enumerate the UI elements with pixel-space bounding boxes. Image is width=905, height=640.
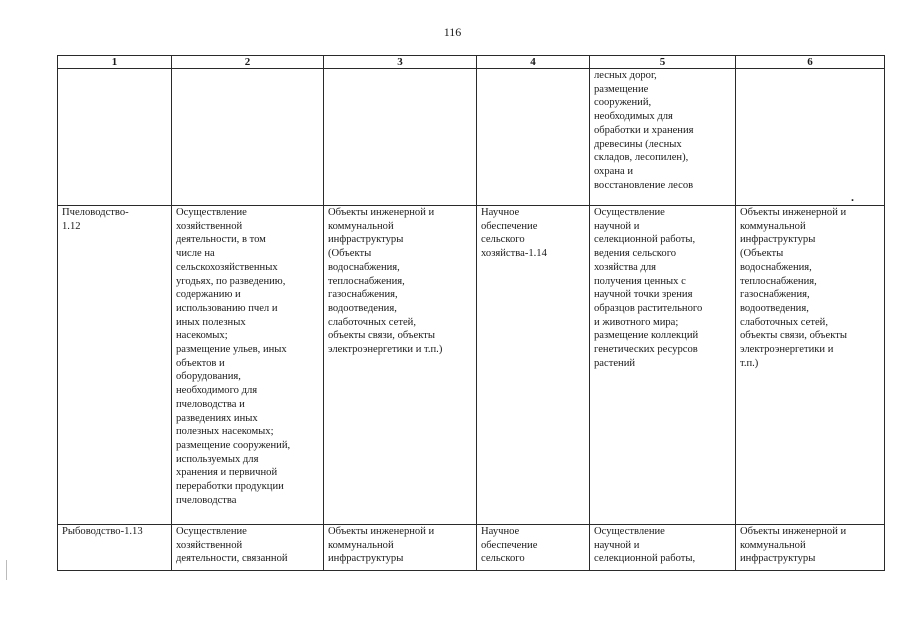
column-header: 3 (324, 56, 477, 69)
table-row (58, 525, 885, 571)
table-cell (172, 206, 324, 525)
table-cell (590, 525, 736, 571)
cell-text: Осуществление научной и селекционной работы, (594, 526, 696, 565)
table-cell (324, 69, 477, 206)
cell-text: Пчеловодство- 1.12 (62, 207, 129, 232)
land-use-table (57, 55, 885, 571)
table-cell (736, 206, 885, 525)
scan-artifact (6, 560, 7, 580)
column-header: 4 (477, 56, 590, 69)
column-header: 2 (172, 56, 324, 69)
table-cell (477, 69, 590, 206)
cell-text: Осуществление хозяйственной деятельности, в том числе на сельскохозяйственных угодьях, по разведению, содержанию и использованию пчел и иных полезных насекомых; размещение ульев, иных объектов и оборудования, необходимого для пчеловодства и разведениях иных полезных насекомых; размещение сооружений, используемых для хранения и первичной переработки продукции пчеловодства (176, 207, 291, 506)
cell-text: Осуществление хозяйственной деятельности, связанной (176, 526, 288, 565)
column-header: 1 (58, 56, 172, 69)
table-cell (590, 206, 736, 525)
table-cell (172, 525, 324, 571)
table-cell (172, 69, 324, 206)
table-cell (590, 69, 736, 206)
cell-text: Объекты инженерной и коммунальной инфраструктуры (Объекты водоснабжения, теплоснабжения, газоснабжения, водоотведения, слаботочных сетей, объекты связи, объекты электроэнергетики и т.п.) (328, 207, 443, 356)
cell-text: Объекты инженерной и коммунальной инфраструктуры (740, 526, 847, 565)
page-number: 116 (443, 25, 462, 39)
column-header: 6 (736, 56, 885, 69)
table-header-row (58, 56, 885, 69)
cell-text: Объекты инженерной и коммунальной инфраструктуры (328, 526, 435, 565)
table-cell (58, 206, 172, 525)
table-row (58, 69, 885, 206)
table-cell (58, 525, 172, 571)
table-cell (58, 69, 172, 206)
cell-text: Научное обеспечение сельского хозяйства-1.14 (481, 207, 547, 260)
table-row (58, 206, 885, 525)
cell-text: Рыбоводство-1.13 (62, 526, 143, 537)
table-cell (736, 69, 885, 206)
table-cell (736, 525, 885, 571)
cell-text: Научное обеспечение сельского (481, 526, 538, 565)
cell-text: Осуществление научной и селекционной работы, ведения сельского хозяйства для получения ценных с научной точки зрения образцов растительного и животного мира; размещение коллекций генетических ресурсов растений (594, 207, 703, 369)
cell-text: Объекты инженерной и коммунальной инфраструктуры (Объекты водоснабжения, теплоснабжения, газоснабжения, водоотведения, слаботочных сетей, объекты связи, объекты электроэнергетики и т.п.) (740, 207, 847, 369)
table-cell (324, 206, 477, 525)
table-cell (477, 525, 590, 571)
table-cell (324, 525, 477, 571)
column-header: 5 (590, 56, 736, 69)
stray-dot-mark: . (851, 190, 854, 204)
cell-text: лесных дорог, размещение сооружений, необходимых для обработки и хранения древесины (лесных складов, лесопилен), охрана и восстановление лесов (594, 70, 694, 191)
table-cell (477, 206, 590, 525)
